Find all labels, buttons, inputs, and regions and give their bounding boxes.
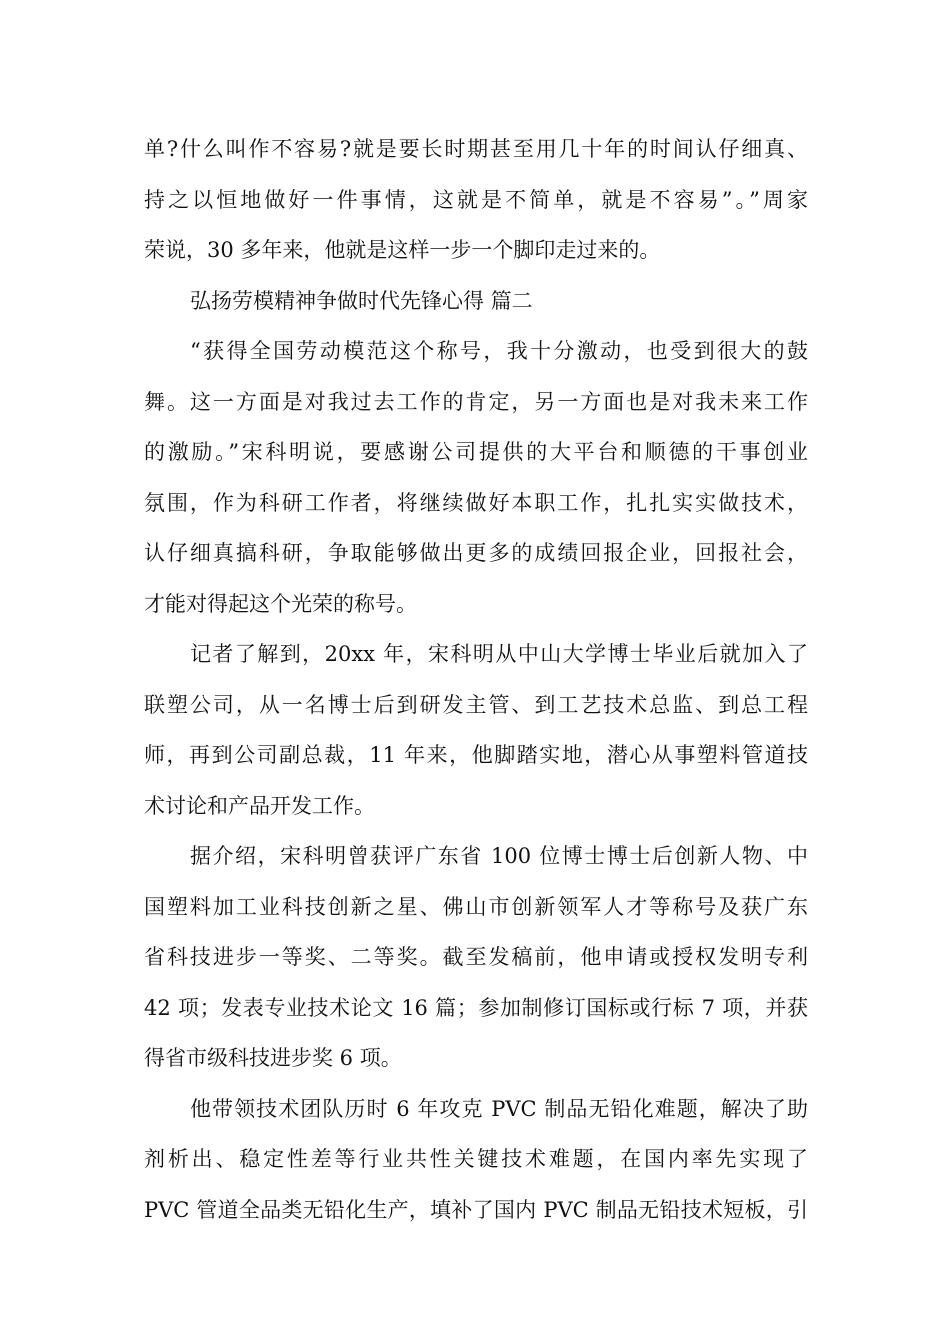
text-line: 省科技进步一等奖、二等奖。截至发稿前，他申请或授权发明专利 (144, 945, 808, 969)
text-line: 持之以恒地做好一件事情，这就是不简单，就是不容易”。”周家 (144, 187, 808, 212)
text-line: 据介绍，宋科明曾获评广东省 100 位博士博士后创新人物、中 (190, 844, 808, 868)
text-line: PVC 管道全品类无铅化生产，填补了国内 PVC 制品无铅技术短板，引 (144, 1197, 808, 1222)
text-line: 氛围，作为科研工作者，将继续做好本职工作，扎扎实实做技术， (144, 490, 808, 515)
text-line: 认仔细真搞科研，争取能够做出更多的成绩回报企业，回报社会， (144, 541, 808, 565)
text-line: 荣说，30 多年来，他就是这样一步一个脚印走过来的。 (144, 238, 661, 262)
text-line: 联塑公司，从一名博士后到研发主管、到工艺技术总监、到总工程 (144, 692, 808, 717)
text-line: 弘扬劳模精神争做时代先锋心得 篇二 (190, 288, 533, 313)
text-line: 得省市级科技进步奖 6 项。 (144, 1046, 402, 1070)
document-body (144, 124, 808, 1235)
text-line: 剂析出、稳定性差等行业共性关键技术难题，在国内率先实现了 (144, 1147, 808, 1171)
text-line: 他带领技术团队历时 6 年攻克 PVC 制品无铅化难题，解决了助 (190, 1096, 808, 1121)
text-line: 单?什么叫作不容易?就是要长时期甚至用几十年的时间认仔细真、 (144, 137, 808, 161)
text-line: 师，再到公司副总裁，11 年来，他脚踏实地，潜心从事塑料管道技 (144, 743, 808, 767)
text-line: “获得全国劳动模范这个称号，我十分激动，也受到很大的鼓 (190, 339, 808, 363)
text-line: 的激励。”宋科明说，要感谢公司提供的大平台和顺德的干事创业 (144, 440, 808, 464)
text-line: 才能对得起这个光荣的称号。 (144, 591, 417, 616)
text-line: 42 项；发表专业技术论文 16 篇；参加制修订国标或行标 7 项，并获 (144, 995, 808, 1020)
text-line: 术讨论和产品开发工作。 (144, 793, 375, 818)
text-line: 舞。这一方面是对我过去工作的肯定，另一方面也是对我未来工作 (144, 389, 808, 414)
text-line: 记者了解到，20xx 年，宋科明从中山大学博士毕业后就加入了 (190, 642, 808, 666)
text-line: 国塑料加工业科技创新之星、佛山市创新领军人才等称号及获广东 (144, 894, 808, 919)
